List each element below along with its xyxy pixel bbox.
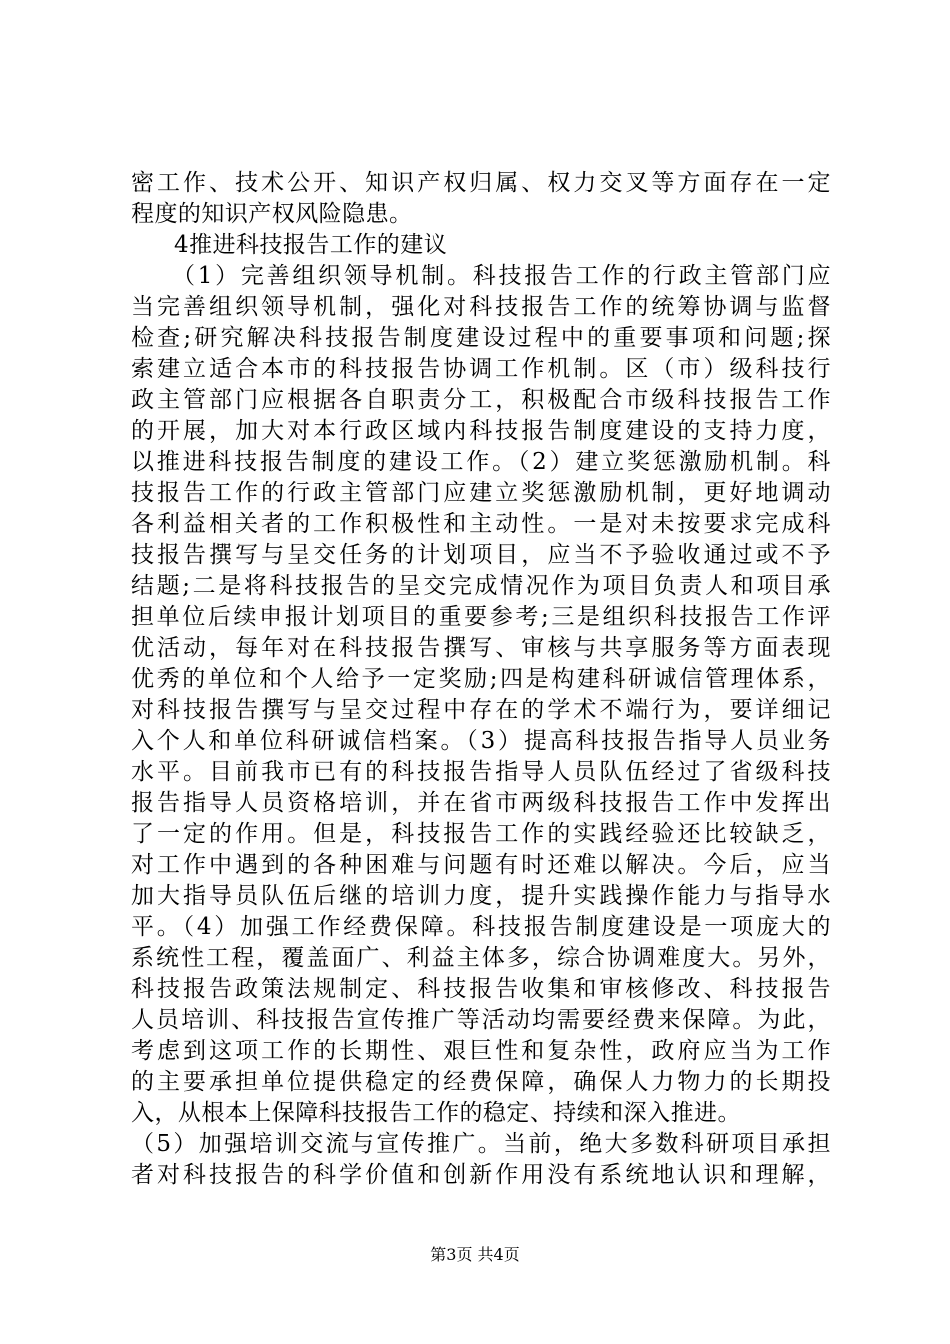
text-line: 科技报告政策法规制定、科技报告收集和审核修改、科技报告 bbox=[131, 976, 831, 1002]
text-line: 技报告撰写与呈交任务的计划项目，应当不予验收通过或不予 bbox=[131, 542, 831, 568]
text-line: 对科技报告撰写与呈交过程中存在的学术不端行为，要详细记 bbox=[131, 697, 831, 723]
text-line: 技报告工作的行政主管部门应建立奖惩激励机制，更好地调动 bbox=[131, 480, 831, 506]
text-line: 各利益相关者的工作积极性和主动性。一是对未按要求完成科 bbox=[131, 511, 831, 537]
text-line: 结题;二是将科技报告的呈交完成情况作为项目负责人和项目承 bbox=[131, 573, 831, 599]
text-line: 了一定的作用。但是，科技报告工作的实践经验还比较缺乏， bbox=[131, 821, 831, 847]
text-line: 优秀的单位和个人给予一定奖励;四是构建科研诚信管理体系， bbox=[131, 666, 831, 692]
text-line: 报告指导人员资格培训，并在省市两级科技报告工作中发挥出 bbox=[131, 790, 831, 816]
text-line: 平。（4）加强工作经费保障。科技报告制度建设是一项庞大的 bbox=[131, 914, 831, 940]
text-line: 系统性工程，覆盖面广、利益主体多，综合协调难度大。另外， bbox=[131, 945, 831, 971]
text-line: 入个人和单位科研诚信档案。（3）提高科技报告指导人员业务 bbox=[131, 728, 831, 754]
text-line: （1）完善组织领导机制。科技报告工作的行政主管部门应 bbox=[172, 263, 831, 289]
text-line: 考虑到这项工作的长期性、艰巨性和复杂性，政府应当为工作 bbox=[131, 1038, 831, 1064]
text-line: 的开展，加大对本行政区域内科技报告制度建设的支持力度， bbox=[131, 418, 831, 444]
text-line: 水平。目前我市已有的科技报告指导人员队伍经过了省级科技 bbox=[131, 759, 831, 785]
text-line: 以推进科技报告制度的建设工作。（2）建立奖惩激励机制。科 bbox=[131, 449, 831, 475]
body-text bbox=[131, 168, 831, 1191]
text-line: 加大指导员队伍后继的培训力度，提升实践操作能力与指导水 bbox=[131, 883, 831, 909]
page-footer bbox=[0, 1245, 950, 1265]
text-line: 优活动，每年对在科技报告撰写、审核与共享服务等方面表现 bbox=[131, 635, 831, 661]
text-line: 的主要承担单位提供稳定的经费保障，确保人力物力的长期投 bbox=[131, 1069, 831, 1095]
text-line: 者对科技报告的科学价值和创新作用没有系统地认识和理解， bbox=[131, 1162, 831, 1188]
page-number: 第3页 共4页 bbox=[430, 1245, 520, 1264]
text-line: 对工作中遇到的各种困难与问题有时还难以解决。今后，应当 bbox=[131, 852, 831, 878]
text-line: 当完善组织领导机制，强化对科技报告工作的统筹协调与监督 bbox=[131, 294, 831, 320]
section-heading: 4推进科技报告工作的建议 bbox=[174, 232, 448, 258]
text-line: 密工作、技术公开、知识产权归属、权力交叉等方面存在一定 bbox=[131, 170, 831, 196]
text-line: 政主管部门应根据各自职责分工，积极配合市级科技报告工作 bbox=[131, 387, 831, 413]
text-line: 担单位后续申报计划项目的重要参考;三是组织科技报告工作评 bbox=[131, 604, 831, 630]
text-line: 入，从根本上保障科技报告工作的稳定、持续和深入推进。 bbox=[131, 1100, 741, 1126]
text-line: （5）加强培训交流与宣传推广。当前，绝大多数科研项目承担 bbox=[131, 1131, 831, 1157]
text-line: 检查;研究解决科技报告制度建设过程中的重要事项和问题;探 bbox=[131, 325, 831, 351]
text-line: 索建立适合本市的科技报告协调工作机制。区（市）级科技行 bbox=[131, 356, 831, 382]
text-line: 程度的知识产权风险隐患。 bbox=[131, 201, 413, 227]
text-line: 人员培训、科技报告宣传推广等活动均需要经费来保障。为此， bbox=[131, 1007, 831, 1033]
